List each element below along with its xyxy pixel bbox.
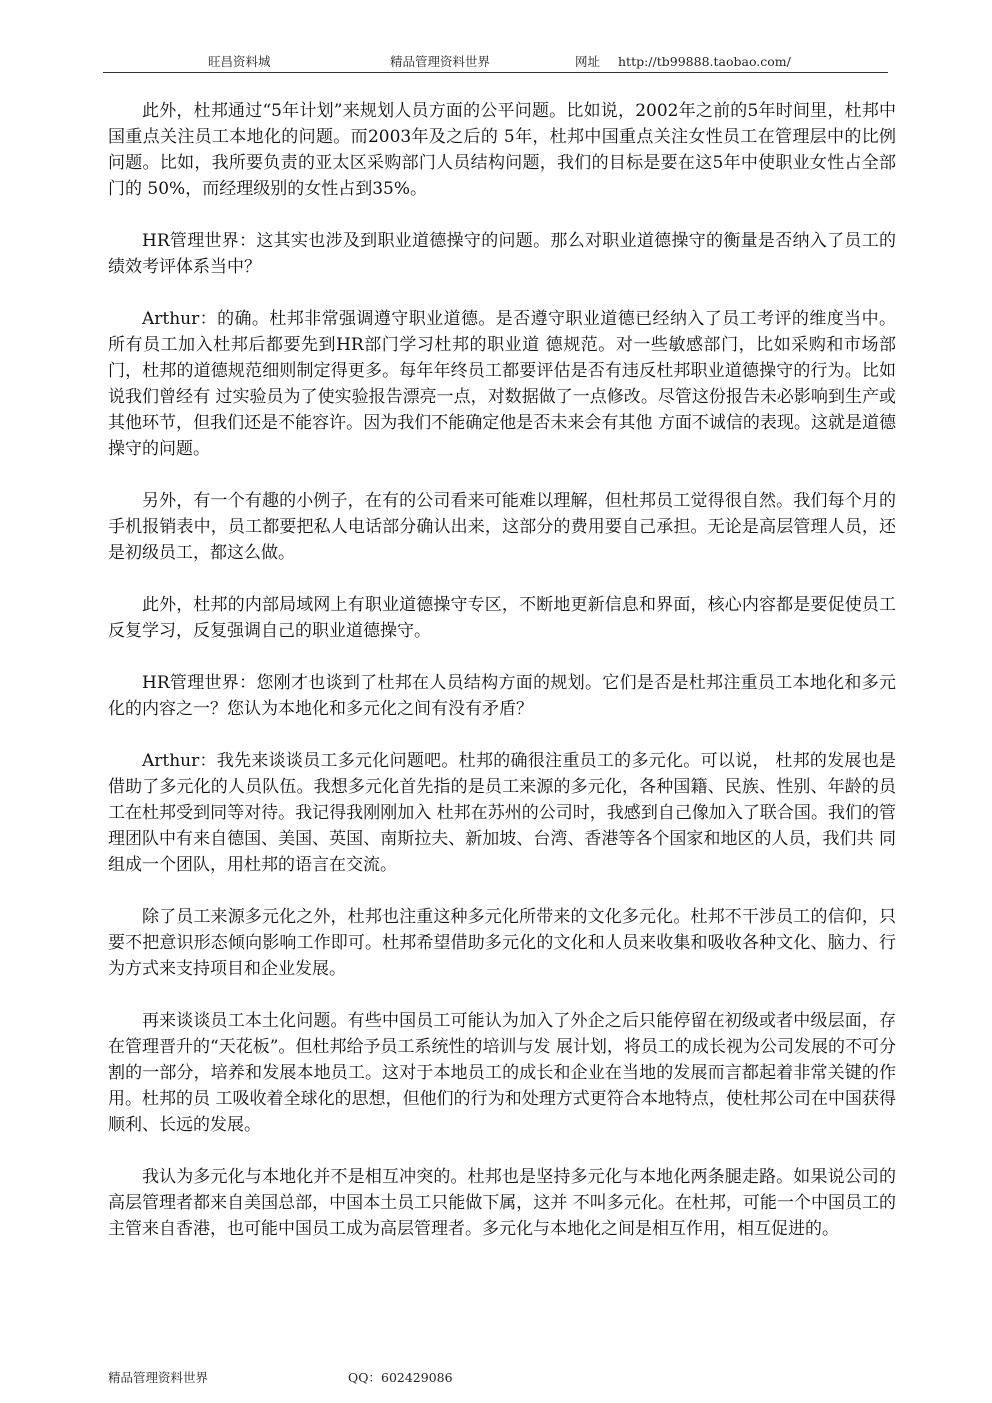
- paragraph: 我认为多元化与本地化并不是相互冲突的。杜邦也是坚持多元化与本地化两条腿走路。如果说公司的高层管理者都来自美国总部，中国本土员工只能做下属，这并 不叫多元化。在杜邦，可能一个中国员工的主管来自香港，也可能中国员工成为高层管理者。多元化与本地化之间是相互作用，相互促进的。: [108, 1167, 896, 1239]
- header-url-link[interactable]: http://tb99888.taobao.com/: [618, 54, 791, 69]
- document-body: [108, 98, 896, 1268]
- paragraph: 此外，杜邦通过“5年计划”来规划人员方面的公平问题。比如说，2002年之前的5年时间里，杜邦中国重点关注员工本地化的问题。而2003年及之后的 5年，杜邦中国重点关注女性员工在管理层中的比例问题。比如，我所要负责的亚太区采购部门人员结构问题，我们的目标是要在这5年中使职业女性占全部门的 50%，而经理级别的女性占到35%。: [108, 101, 896, 199]
- paragraph: 此外，杜邦的内部局域网上有职业道德操守专区，不断地更新信息和界面，核心内容都是要促使员工反复学习，反复强调自己的职业道德操守。: [108, 595, 896, 641]
- paragraph: 另外，有一个有趣的小例子，在有的公司看来可能难以理解，但杜邦员工觉得很自然。我们每个月的手机报销表中，员工都要把私人电话部分确认出来，这部分的费用要自己承担。无论是高层管理人员，还是初级员工，都这么做。: [108, 491, 896, 563]
- header-tagline: 精品管理资料世界: [390, 54, 491, 69]
- header-url-group: [575, 52, 791, 70]
- header-url-label: 网址: [575, 54, 601, 69]
- footer-qq: QQ：602429086: [348, 1370, 453, 1385]
- page-header: [103, 50, 888, 73]
- paragraph: 再来谈谈员工本土化问题。有些中国员工可能认为加入了外企之后只能停留在初级或者中级层面，存在管理晋升的“天花板”。但杜邦给予员工系统性的培训与发 展计划，将员工的成长视为公司发展的不可分割的一部分，培养和发展本地员工。这对于本地员工的成长和企业在当地的发展而言都起着非常关键的作用。杜邦的员 工吸收着全球化的思想，但他们的行为和处理方式更符合本地特点，使杜邦公司在中国获得顺利、长远的发展。: [108, 1011, 896, 1135]
- paragraph: HR管理世界：您刚才也谈到了杜邦在人员结构方面的规划。它们是否是杜邦注重员工本地化和多元化的内容之一？您认为本地化和多元化之间有没有矛盾？: [108, 673, 896, 719]
- footer-tagline: 精品管理资料世界: [108, 1370, 209, 1385]
- paragraph: HR管理世界：这其实也涉及到职业道德操守的问题。那么对职业道德操守的衡量是否纳入了员工的绩效考评体系当中？: [108, 231, 896, 277]
- paragraph: 除了员工来源多元化之外，杜邦也注重这种多元化所带来的文化多元化。杜邦不干涉员工的信仰，只要不把意识形态倾向影响工作即可。杜邦希望借助多元化的文化和人员来收集和吸收各种文化、脑力、行为方式来支持项目和企业发展。: [108, 907, 896, 979]
- header-site-name: 旺昌资料城: [208, 54, 271, 69]
- paragraph: Arthur：的确。杜邦非常强调遵守职业道德。是否遵守职业道德已经纳入了员工考评的维度当中。所有员工加入杜邦后都要先到HR部门学习杜邦的职业道 德规范。对一些敏感部门，比如采购和市场部门，杜邦的道德规范细则制定得更多。每年年终员工都要评估是否有违反杜邦职业道德操守的行为。比如说我们曾经有 过实验员为了使实验报告漂亮一点，对数据做了一点修改。尽管这份报告未必影响到生产或其他环节，但我们还是不能容许。因为我们不能确定他是否未来会有其他 方面不诚信的表现。这就是道德操守的问题。: [108, 309, 896, 459]
- page-footer: [108, 1368, 808, 1386]
- paragraph: Arthur：我先来谈谈员工多元化问题吧。杜邦的确很注重员工的多元化。可以说， 杜邦的发展也是借助了多元化的人员队伍。我想多元化首先指的是员工来源的多元化，各种国籍、民族、性别、年龄的员工在杜邦受到同等对待。我记得我刚刚加入 杜邦在苏州的公司时，我感到自己像加入了联合国。我们的管理团队中有来自德国、美国、英国、南斯拉夫、新加坡、台湾、香港等各个国家和地区的人员，我们共 同组成一个团队，用杜邦的语言在交流。: [108, 751, 896, 875]
